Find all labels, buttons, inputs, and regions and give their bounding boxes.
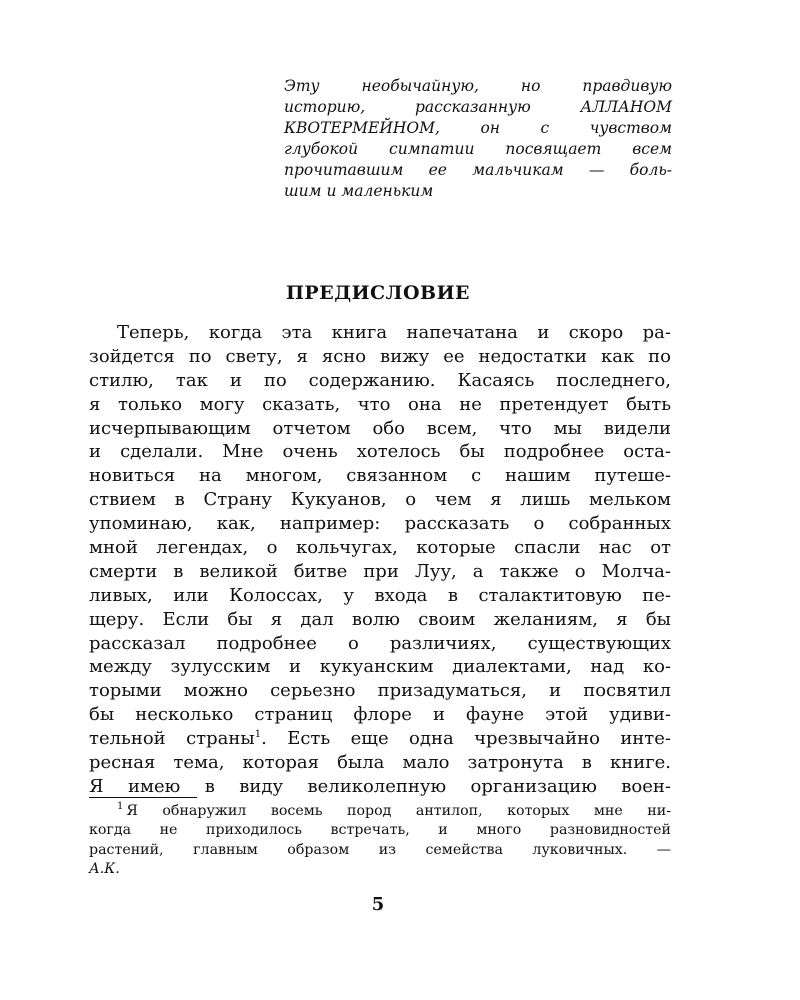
- body-line: и сделали. Мне очень хотелось бы подробнее оста-: [89, 441, 671, 463]
- dedication-line: КВОТЕРМЕЙНОМ, он с чувством: [284, 119, 672, 137]
- preface-body: [89, 321, 671, 799]
- dedication: [284, 76, 672, 202]
- body-line: [89, 727, 671, 751]
- body-line: ресная тема, которая была мало затронута в книге.: [89, 752, 671, 774]
- body-line-end: . Есть еще одна чрезвычайно инте-: [261, 728, 672, 750]
- chapter-heading: ПРЕДИСЛОВИЕ: [285, 282, 471, 304]
- body-line: исчерпывающим отчетом обо всем, что мы видели: [89, 417, 671, 439]
- body-line: между зулусским и кукуанским диалектами, над ко-: [89, 656, 671, 678]
- footnote-divider: [89, 797, 197, 798]
- body-line: зойдется по свету, я ясно вижу ее недостатки как по: [89, 345, 671, 367]
- body-line: новиться на многом, связанном с нашим путеше-: [89, 465, 671, 487]
- footnote-reference[interactable]: 1: [254, 729, 262, 741]
- body-line: упоминаю, как, например: рассказать о собранных: [89, 513, 671, 535]
- dedication-line: прочитавшим ее мальчикам — боль-: [284, 161, 672, 179]
- footnote-line: когда не приходилось встречать, и много разновидностей: [89, 822, 671, 839]
- body-line: щеру. Если бы я дал волю своим желаниям, я бы: [89, 608, 671, 630]
- body-line: рассказал подробнее о различиях, существующих: [89, 632, 671, 654]
- footnote: [89, 802, 671, 879]
- body-line: смерти в великой битве при Луу, а также о Молча-: [89, 560, 671, 582]
- footnote-marker: 1: [117, 801, 124, 813]
- body-line: ствием в Страну Кукуанов, о чем я лишь мельком: [89, 489, 671, 511]
- dedication-line: историю, рассказанную АЛЛАНОМ: [284, 98, 672, 116]
- dedication-line: глубокой симпатии посвящает всем: [284, 140, 672, 158]
- body-line: торыми можно серьезно призадуматься, и посвятил: [89, 680, 671, 702]
- dedication-line: Эту необычайную, но правдивую: [284, 77, 672, 95]
- body-line: ливых, или Колоссах, у входа в сталактитовую пе-: [89, 584, 671, 606]
- body-line: я только могу сказать, что она не претендует быть: [89, 393, 671, 415]
- footnote-signature: А.К.: [89, 860, 120, 877]
- body-line: стилю, так и по содержанию. Касаясь последнего,: [89, 369, 671, 391]
- footnote-line: растений, главным образом из семейства луковичных. —: [89, 841, 671, 858]
- footnote-text: Я обнаружил восемь пород антилоп, которых мне ни-: [126, 803, 671, 819]
- body-line: Теперь, когда эта книга напечатана и скоро ра-: [117, 322, 671, 343]
- body-line: Я имею в виду великолепную организацию воен-: [89, 775, 671, 797]
- body-line-start: тельной страны: [89, 728, 255, 750]
- dedication-line: шим и маленьким: [284, 182, 434, 200]
- footnote-line: [89, 802, 671, 821]
- body-line: мной легендах, о кольчугах, которые спасли нас от: [89, 537, 671, 559]
- page-number: 5: [371, 894, 385, 915]
- body-line: бы несколько страниц флоре и фауне этой удиви-: [89, 704, 671, 726]
